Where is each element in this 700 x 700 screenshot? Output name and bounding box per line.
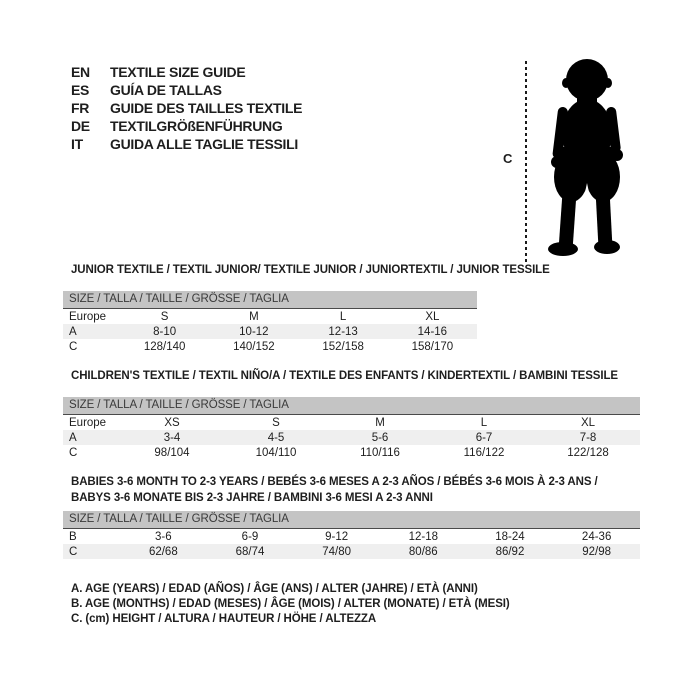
height-measure-line [525, 61, 527, 263]
language-label: GUIDE DES TAILLES TEXTILE [110, 100, 303, 116]
language-row [71, 63, 302, 81]
language-label: TEXTILE SIZE GUIDE [110, 64, 246, 80]
size-table-grid [63, 309, 477, 354]
language-code: FR [71, 100, 90, 116]
size-cell: 3-4 [163, 431, 181, 444]
size-header-bar: SIZE / TALLA / TAILLE / GRÖSSE / TAGLIA [63, 291, 477, 309]
language-code: IT [71, 136, 83, 152]
size-cell: L [339, 310, 347, 323]
row-label: Europe [69, 310, 107, 323]
size-cell: 12-13 [328, 325, 358, 338]
language-label: GUÍA DE TALLAS [110, 82, 222, 98]
language-code: ES [71, 82, 90, 98]
table-title: JUNIOR TEXTILE / TEXTIL JUNIOR/ TEXTILE JUNIOR / JUNIORTEXTIL / JUNIOR TESSILE [71, 264, 550, 276]
size-cell: XL [580, 416, 596, 429]
row-label: A [69, 325, 77, 338]
size-cell: M [375, 416, 385, 429]
size-cell: 86/92 [495, 545, 525, 558]
language-label: TEXTILGRÖßENFÜHRUNG [110, 118, 283, 134]
size-cell: 158/170 [411, 340, 454, 353]
table-row [63, 324, 477, 339]
language-row [71, 99, 302, 117]
footnote-c: C. (cm) HEIGHT / ALTURA / HAUTEUR / HÖHE / ALTEZZA [71, 613, 377, 625]
table-row [63, 339, 477, 354]
table-title: BABIES 3-6 MONTH TO 2-3 YEARS / BEBÉS 3-6 MESES A 2-3 AÑOS / BÉBÉS 3-6 MOIS À 2-3 ANS / BABYS 3-6 MONATE BIS 2-3 JAHRE / BAMBINI 3-6 MESI A 2-3 ANNI [71, 476, 598, 504]
language-row [71, 81, 302, 99]
size-cell: 6-7 [475, 431, 493, 444]
size-cell: 10-12 [239, 325, 269, 338]
row-label: C [69, 446, 78, 459]
size-cell: 116/122 [463, 446, 505, 459]
size-cell: M [249, 310, 259, 323]
size-cell: L [480, 416, 488, 429]
language-row [71, 135, 302, 153]
size-cell: 62/68 [148, 545, 178, 558]
size-cell: 80/86 [408, 545, 438, 558]
size-cell: 9-12 [325, 530, 349, 543]
language-list [71, 63, 302, 153]
table-row [63, 529, 640, 544]
size-cell: XS [164, 416, 180, 429]
table-row [63, 544, 640, 559]
size-table-grid [63, 529, 640, 559]
size-cell: 6-9 [241, 530, 259, 543]
size-cell: 104/110 [255, 446, 297, 459]
children-size-table [63, 370, 640, 460]
language-label: GUIDA ALLE TAGLIE TESSILI [110, 136, 298, 152]
row-label: A [69, 431, 77, 444]
size-header-bar: SIZE / TALLA / TAILLE / GRÖSSE / TAGLIA [63, 397, 640, 415]
row-label: B [69, 530, 77, 543]
babies-size-table [63, 474, 640, 559]
table-row [63, 309, 477, 324]
size-cell: 14-16 [417, 325, 448, 338]
footnotes [71, 582, 510, 627]
table-row [63, 430, 640, 445]
size-table-grid [63, 415, 640, 460]
size-cell: 24-36 [581, 530, 612, 543]
size-cell: 18-24 [495, 530, 525, 543]
size-cell: 12-18 [408, 530, 438, 543]
size-cell: 98/104 [154, 446, 190, 459]
size-cell: 152/158 [322, 340, 364, 353]
table-title: CHILDREN'S TEXTILE / TEXTIL NIÑO/A / TEXTILE DES ENFANTS / KINDERTEXTIL / BAMBINI TESSILE [71, 370, 618, 382]
language-row [71, 117, 302, 135]
size-cell: 74/80 [322, 545, 352, 558]
size-cell: 128/140 [143, 340, 186, 353]
junior-size-table [63, 264, 550, 354]
size-cell: 110/116 [360, 446, 400, 459]
size-cell: 8-10 [153, 325, 177, 338]
language-code: DE [71, 118, 90, 134]
row-label: C [69, 545, 78, 558]
size-cell: 92/98 [582, 545, 612, 558]
size-cell: 122/128 [567, 446, 609, 459]
size-cell: S [272, 416, 280, 429]
table-row [63, 415, 640, 430]
size-cell: 3-6 [155, 530, 172, 543]
height-measure-label: C [503, 151, 513, 166]
size-cell: 7-8 [579, 431, 597, 444]
footnote-a: A. AGE (YEARS) / EDAD (AÑOS) / ÂGE (ANS) / ALTER (JAHRE) / ETÀ (ANNI) [71, 583, 478, 595]
table-row [63, 445, 640, 460]
language-code: EN [71, 64, 90, 80]
baby-silhouette-icon [533, 55, 645, 260]
size-cell: S [160, 310, 169, 323]
footnote-b: B. AGE (MONTHS) / EDAD (MESES) / ÂGE (MOIS) / ALTER (MONATE) / ETÀ (MESI) [71, 598, 510, 610]
size-cell: 140/152 [233, 340, 275, 353]
size-cell: 5-6 [371, 431, 389, 444]
row-label: C [69, 340, 78, 353]
size-cell: XL [425, 310, 440, 323]
baby-figure [500, 53, 660, 265]
size-cell: 68/74 [235, 545, 265, 558]
size-header-bar: SIZE / TALLA / TAILLE / GRÖSSE / TAGLIA [63, 511, 640, 529]
row-label: Europe [69, 416, 107, 429]
size-cell: 4-5 [267, 431, 285, 444]
